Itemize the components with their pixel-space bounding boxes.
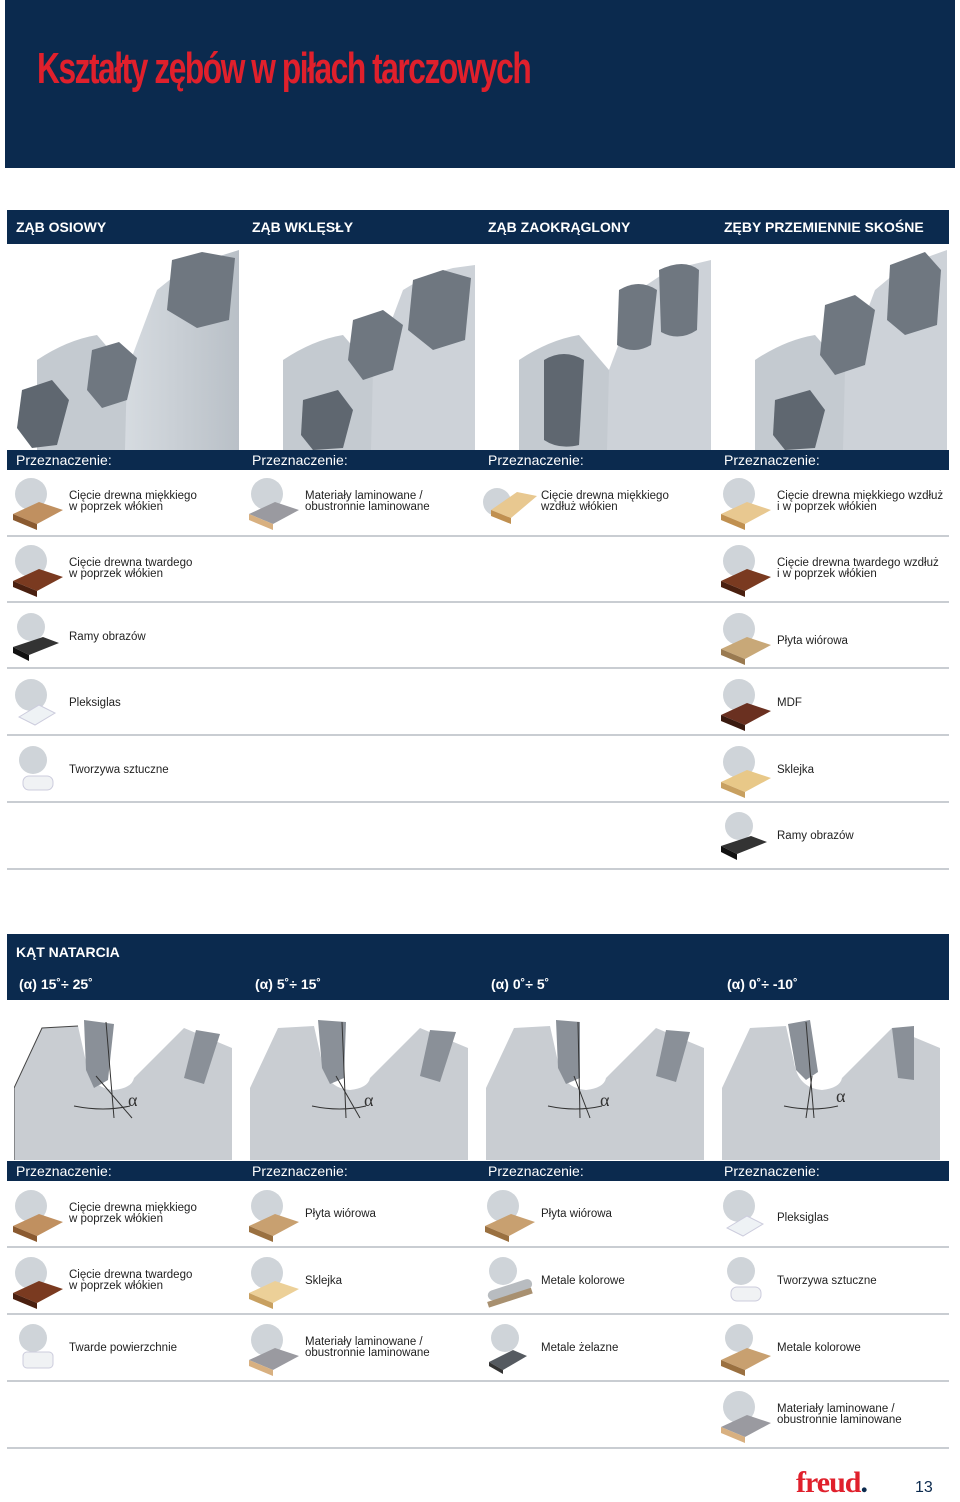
tooth-types-header bbox=[7, 210, 949, 244]
purpose-label: Przeznaczenie: bbox=[724, 452, 820, 468]
material-item: Płyta wiórowa bbox=[245, 1186, 376, 1242]
chipboard-icon bbox=[245, 1186, 301, 1242]
purpose-label: Przeznaczenie: bbox=[724, 1163, 820, 1179]
rake-angle-diagram bbox=[250, 1018, 468, 1160]
svg-text:α: α bbox=[600, 1090, 610, 1110]
row-divider bbox=[7, 801, 949, 803]
laminate-icon bbox=[245, 474, 301, 530]
rake-angle-range: (α) 0˚÷ 5˚ bbox=[491, 976, 550, 992]
non-ferrous-metal-icon bbox=[717, 1320, 773, 1376]
plywood-icon bbox=[245, 1253, 301, 1309]
material-item: Materiały laminowane / obustronnie laminowane bbox=[717, 1387, 902, 1443]
non-ferrous-metal-icon bbox=[481, 1253, 537, 1309]
picture-frame-icon bbox=[9, 609, 65, 665]
purpose-label: Przeznaczenie: bbox=[16, 1163, 112, 1179]
rake-angle-range: (α) 15˚÷ 25˚ bbox=[19, 976, 93, 992]
plywood-icon bbox=[717, 742, 773, 798]
material-item: MDF bbox=[717, 675, 802, 731]
plastics-icon bbox=[9, 742, 65, 798]
material-item: Metale kolorowe bbox=[481, 1253, 625, 1309]
chipboard-icon bbox=[717, 609, 773, 665]
material-item: Pleksiglas bbox=[9, 675, 121, 731]
row-divider bbox=[7, 734, 949, 736]
material-item: Metale kolorowe bbox=[717, 1320, 861, 1376]
material-item: Tworzywa sztuczne bbox=[717, 1253, 877, 1309]
rake-angle-range: (α) 5˚÷ 15˚ bbox=[255, 976, 322, 992]
purpose-label: Przeznaczenie: bbox=[16, 452, 112, 468]
row-divider bbox=[7, 1447, 949, 1449]
material-item: Cięcie drewna miękkiego w poprzek włókien bbox=[9, 1186, 197, 1242]
material-item: Metale żelazne bbox=[481, 1320, 618, 1376]
material-item: Pleksiglas bbox=[717, 1186, 829, 1242]
hard-surface-icon bbox=[9, 1320, 65, 1376]
svg-text:α: α bbox=[836, 1086, 846, 1106]
purpose-label: Przeznaczenie: bbox=[488, 1163, 584, 1179]
softwood-crosscut-icon bbox=[9, 1186, 65, 1242]
rake-angle-range: (α) 0˚÷ -10˚ bbox=[727, 976, 798, 992]
tooth-type-axial: ZĄB OSIOWY bbox=[16, 219, 107, 235]
material-item: Sklejka bbox=[717, 742, 814, 798]
row-divider bbox=[7, 667, 949, 669]
material-item: Materiały laminowane / obustronnie laminowane bbox=[245, 474, 430, 530]
tooth-type-alternate: ZĘBY PRZEMIENNIE SKOŚNE bbox=[724, 219, 924, 235]
mdf-icon bbox=[717, 675, 773, 731]
hardwood-rip-crosscut-icon bbox=[717, 541, 773, 597]
rake-angle-diagram bbox=[722, 1018, 940, 1160]
material-item: Płyta wiórowa bbox=[481, 1186, 612, 1242]
row-divider bbox=[7, 601, 949, 603]
laminate-icon bbox=[717, 1387, 773, 1443]
freud-logo: freud. bbox=[796, 1466, 867, 1499]
material-item: Cięcie drewna miękkiego wzdłuż i w poprzek włókien bbox=[717, 474, 943, 530]
page-title: Kształty zębów w piłach tarczowych bbox=[37, 44, 531, 93]
tooth-illustration-rounded bbox=[479, 250, 711, 450]
hardwood-icon bbox=[9, 1253, 65, 1309]
material-item: Twarde powierzchnie bbox=[9, 1320, 177, 1376]
tooth-illustration-alternate bbox=[715, 250, 947, 450]
material-item: Cięcie drewna miękkiego wzdłuż włókien bbox=[481, 474, 669, 530]
page-number: 13 bbox=[915, 1479, 933, 1496]
row-divider bbox=[7, 535, 949, 537]
material-item: Sklejka bbox=[245, 1253, 342, 1309]
purpose-header-bottom bbox=[7, 1161, 949, 1181]
material-item: Cięcie drewna twardego w poprzek włókien bbox=[9, 1253, 192, 1309]
plexiglass-icon bbox=[9, 675, 65, 731]
laminate-icon bbox=[245, 1320, 301, 1376]
row-divider bbox=[7, 1380, 949, 1382]
tooth-type-rounded: ZĄB ZAOKRĄGLONY bbox=[488, 219, 631, 235]
tooth-illustration-axial bbox=[7, 250, 239, 450]
material-item: Ramy obrazów bbox=[9, 609, 146, 665]
softwood-crosscut-icon bbox=[9, 474, 65, 530]
softwood-rip-crosscut-icon bbox=[717, 474, 773, 530]
row-divider bbox=[7, 868, 949, 870]
purpose-header-top bbox=[7, 450, 949, 470]
svg-text:α: α bbox=[128, 1090, 138, 1110]
material-item: Materiały laminowane / obustronnie laminowane bbox=[245, 1320, 430, 1376]
purpose-label: Przeznaczenie: bbox=[488, 452, 584, 468]
plexiglass-icon bbox=[717, 1186, 773, 1242]
svg-text:α: α bbox=[364, 1090, 374, 1110]
tooth-illustration-concave bbox=[243, 250, 475, 450]
purpose-label: Przeznaczenie: bbox=[252, 1163, 348, 1179]
tooth-type-concave: ZĄB WKLĘSŁY bbox=[252, 219, 354, 235]
softwood-rip-icon bbox=[481, 474, 537, 530]
rake-angle-title: KĄT NATARCIA bbox=[16, 944, 120, 960]
hardwood-icon bbox=[9, 541, 65, 597]
picture-frame-icon bbox=[717, 808, 773, 864]
material-item: Cięcie drewna twardego wzdłuż i w poprzek włókien bbox=[717, 541, 939, 597]
chipboard-icon bbox=[481, 1186, 537, 1242]
purpose-label: Przeznaczenie: bbox=[252, 452, 348, 468]
rake-angle-header bbox=[7, 934, 949, 1000]
row-divider bbox=[7, 1246, 949, 1248]
material-item: Tworzywa sztuczne bbox=[9, 742, 169, 798]
rake-angle-diagram bbox=[14, 1018, 232, 1160]
rake-angle-diagram bbox=[486, 1018, 704, 1160]
ferrous-metal-icon bbox=[481, 1320, 537, 1376]
material-item: Cięcie drewna miękkiego w poprzek włókien bbox=[9, 474, 197, 530]
material-item: Ramy obrazów bbox=[717, 808, 854, 864]
material-item: Płyta wiórowa bbox=[717, 609, 848, 665]
material-item: Cięcie drewna twardego w poprzek włókien bbox=[9, 541, 192, 597]
row-divider bbox=[7, 1313, 949, 1315]
plastics-icon bbox=[717, 1253, 773, 1309]
